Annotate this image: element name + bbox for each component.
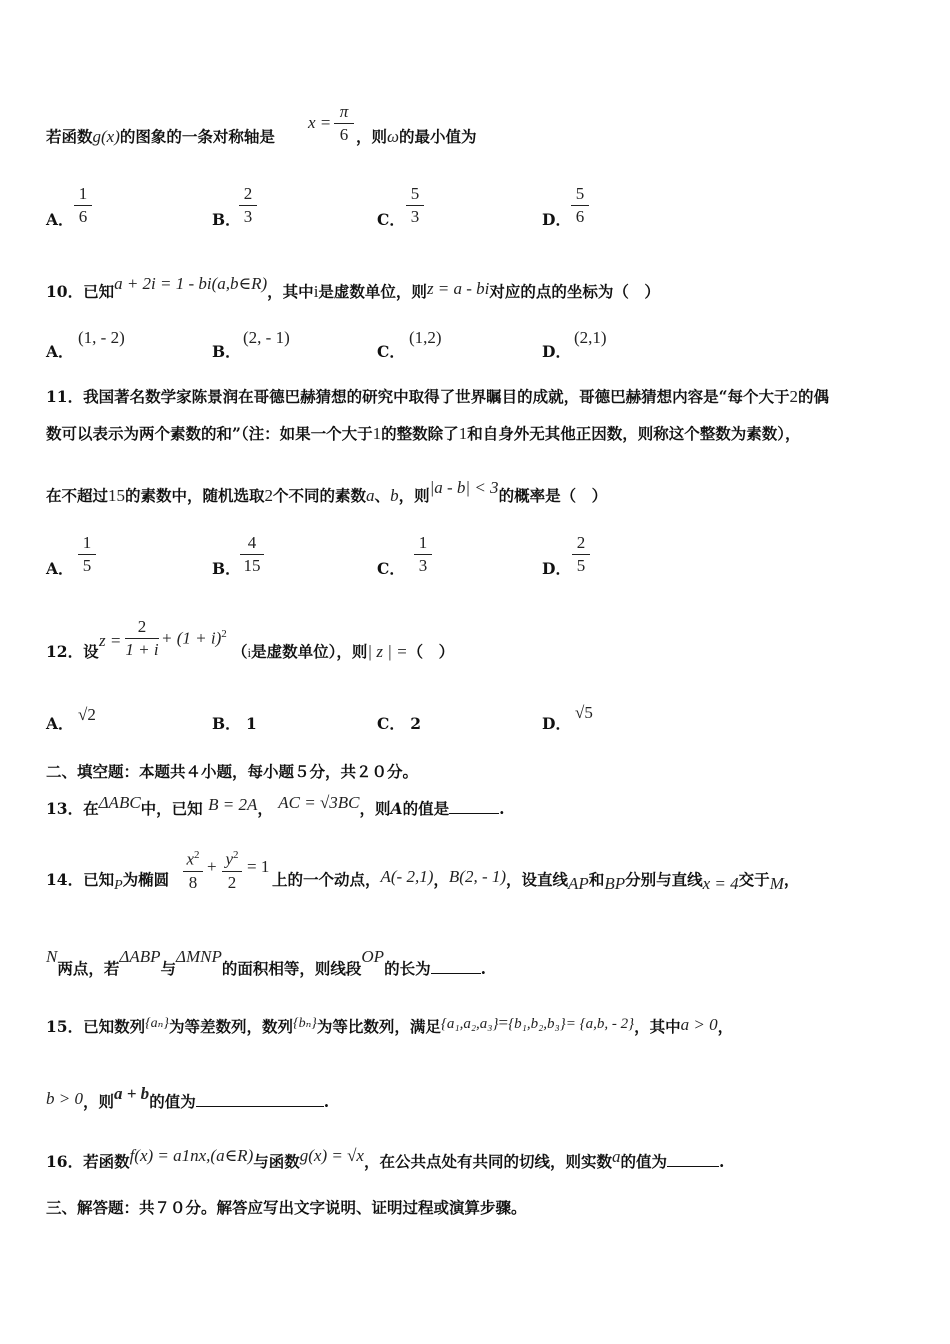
q9-option-d-value: 5 6 [571, 184, 589, 227]
section-3-heading: 三、解答题：共７０分。解答应写出文字说明、证明过程或演算步骤。 [46, 1198, 527, 1217]
q16-answer-blank[interactable] [667, 1150, 719, 1167]
q10-option-c[interactable]: C． [377, 342, 405, 361]
q15-answer-blank[interactable] [196, 1090, 324, 1107]
q10-stem: 10．已知a + 2i = 1 - bi(a,b∈R)，其中i是虚数单位，则z = a - bi对应的点的坐标为（ ） [46, 274, 660, 301]
q11-option-d-value: 2 5 [572, 533, 590, 576]
q14-stem-a: 14．已知P为椭圆 [46, 870, 170, 893]
q14-answer-blank[interactable] [431, 957, 481, 974]
q9-x-eq: x = [308, 113, 332, 132]
q9-option-d[interactable]: D． [542, 210, 571, 229]
q12-option-c[interactable]: C． 2 [377, 714, 422, 733]
q12-option-d-value: √5 [575, 703, 593, 722]
q11-option-a[interactable]: A． [46, 559, 74, 578]
q12-fraction: 2 1 + i [125, 617, 159, 659]
q12-stem-start: 12．设 [46, 642, 99, 661]
q11-line-3: 在不超过15的素数中，随机选取2个不同的素数a、b，则|a - b| < 3的概率是（ ） [46, 478, 608, 505]
q10-option-a-value: (1, - 2) [78, 328, 125, 347]
q9-stem: 若函数g(x)的图象的一条对称轴是 [46, 127, 275, 146]
q11-option-b[interactable]: B． [212, 559, 241, 578]
q12-stem-tail: （i是虚数单位），则| z | =（ ） [232, 642, 455, 661]
q14-stem-b: 上的一个动点，A(- 2,1)，B(2, - 1)，设直线AP和BP分别与直线x = 4交于M， [272, 867, 800, 893]
q10-option-d[interactable]: D． [542, 342, 571, 361]
q10-option-c-value: (1,2) [409, 328, 442, 347]
q10-option-a[interactable]: A． [46, 342, 74, 361]
q16-stem: 16．若函数f(x) = a1nx,(a∈R)与函数g(x) = √x，在公共点处有共同的切线，则实数a的值为 . [46, 1146, 725, 1171]
q12-option-b[interactable]: B． 1 [212, 714, 257, 733]
q11-option-c-value: 1 3 [414, 533, 432, 576]
q9-option-a-value: 1 6 [74, 184, 92, 227]
q14-x2-over-8: $x^2$ 8 [183, 845, 203, 893]
q11-option-a-value: 1 5 [78, 533, 96, 576]
q12-option-a[interactable]: A． [46, 714, 74, 733]
q11-option-d[interactable]: D． [542, 559, 571, 578]
q9-option-b-value: 2 3 [239, 184, 257, 227]
q9-stem-tail: ，则ω的最小值为 [356, 127, 477, 146]
q12-square-term: + $(1 + i)^2$ [161, 628, 227, 648]
q9-pi-over-6: π 6 [334, 102, 354, 145]
section-2-heading: 二、填空题：本题共４小题，每小题５分，共２０分。 [46, 762, 419, 781]
q15-stem-b: b > 0，则a + b的值为 . [46, 1084, 330, 1111]
q15-stem-a: 15．已知数列{aₙ}为等差数列，数列{bₙ}为等比数列，满足{a₁,a₂,a₃}={b₁,b₂,b₃}= {a,b, - 2}，其中a > 0， [46, 1013, 734, 1036]
q10-option-d-value: (2,1) [574, 328, 607, 347]
q14-plus: + [207, 857, 217, 876]
q10-option-b-value: (2, - 1) [243, 328, 290, 347]
q11-line-2: 数可以表示为两个素数的和”（注：如果一个大于1的整数除了1和自身外无其他正因数，则称这个整数为素数）， [46, 424, 801, 443]
q14-eq-1: = 1 [247, 857, 270, 876]
q13-answer-blank[interactable] [449, 797, 499, 814]
q9-option-c-value: 5 3 [406, 184, 424, 227]
q9-option-a[interactable]: A． [46, 210, 74, 229]
q14-y2-over-2: $y^2$ 2 [222, 845, 242, 893]
q10-option-b[interactable]: B． [212, 342, 241, 361]
q12-option-d[interactable]: D． [542, 714, 571, 733]
q12-option-a-value: √2 [78, 705, 96, 724]
q9-option-c[interactable]: C． [377, 210, 405, 229]
q12-z-eq: z = [99, 631, 122, 650]
q11-option-b-value: 4 15 [240, 533, 264, 576]
q13-stem: 13．在ΔABC中，已知 B = 2A， AC = √3BC，则A的值是 . [46, 793, 505, 818]
q14-stem-c: N两点，若ΔABP与ΔMNP的面积相等，则线段OP的长为 . [46, 947, 486, 978]
q11-option-c[interactable]: C． [377, 559, 405, 578]
q11-line-1: 11．我国著名数学家陈景润在哥德巴赫猜想的研究中取得了世界瞩目的成就，哥德巴赫猜想内容是“每个大于2的偶 [46, 387, 830, 406]
q9-option-b[interactable]: B． [212, 210, 241, 229]
